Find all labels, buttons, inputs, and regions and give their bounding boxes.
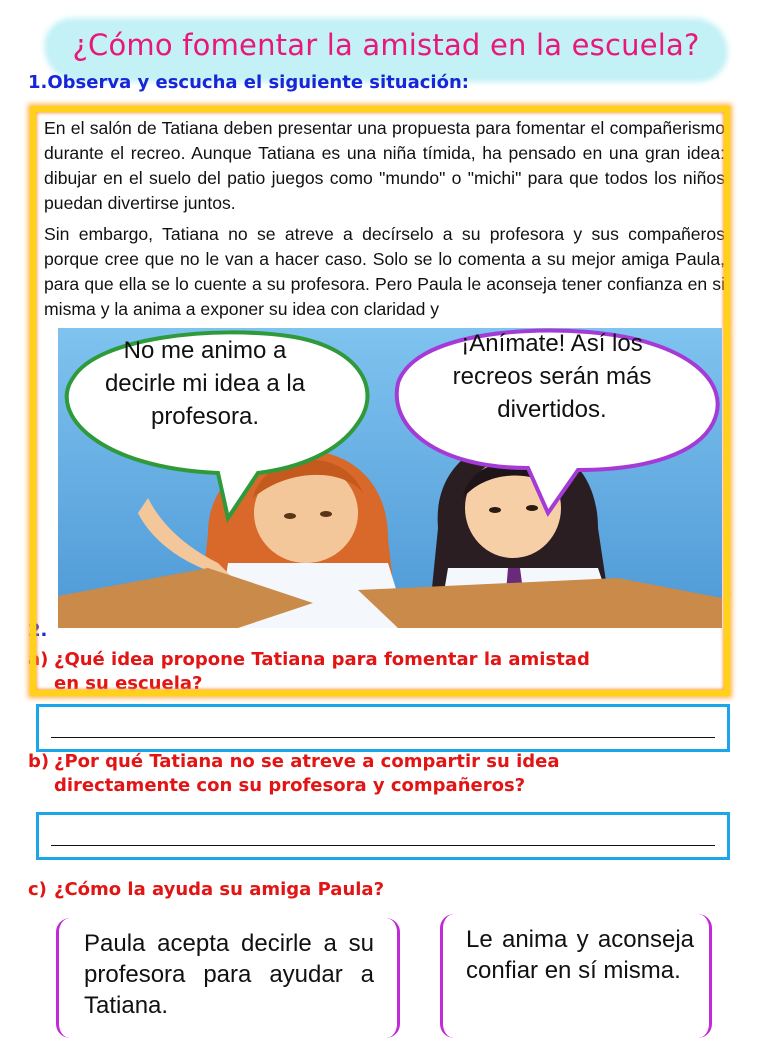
question-b bbox=[28, 750, 748, 798]
question-b-line-2: directamente con su profesora y compañeros? bbox=[54, 775, 526, 796]
question-b-line-1: ¿Por qué Tatiana no se atreve a compartir su idea bbox=[54, 751, 560, 772]
question-c-letter: c) bbox=[28, 879, 47, 900]
bubble-right-line-3: divertidos. bbox=[497, 396, 607, 423]
page-title: ¿Cómo fomentar la amistad en la escuela? bbox=[72, 28, 700, 62]
question-c-line-1: ¿Cómo la ayuda su amiga Paula? bbox=[54, 879, 385, 900]
answer-option-left-text: Paula acepta decirle a su profesora para ayudar a Tatiana. bbox=[84, 930, 374, 1019]
speech-bubble-right-text bbox=[412, 327, 692, 426]
section-2-heading: 2. bbox=[28, 620, 48, 641]
answer-line-a bbox=[51, 737, 715, 738]
question-b-letter: b) bbox=[28, 751, 50, 772]
question-a-line-1: ¿Qué idea propone Tatiana para fomentar la amistad bbox=[54, 649, 590, 670]
answer-option-left[interactable] bbox=[56, 918, 400, 1038]
bubble-left-line-1: No me animo a bbox=[123, 337, 287, 364]
answer-line-b bbox=[51, 845, 715, 846]
answer-field-a[interactable] bbox=[36, 704, 730, 752]
bubble-left-line-3: profesora. bbox=[150, 403, 260, 430]
question-a-letter: a) bbox=[28, 649, 49, 670]
question-a-line-2: en su escuela? bbox=[54, 673, 203, 694]
story-paragraph-1: En el salón de Tatiana deben presentar una propuesta para fomentar el compañerismo durante el recreo. Aunque Tatiana es una niña tímida, ha pensado en una gran idea: dibujar en el suelo del patio juegos como "mundo" o "michi" para que todos los niños puedan divertirse juntos. bbox=[44, 118, 725, 213]
answer-option-right[interactable] bbox=[440, 914, 712, 1038]
question-c bbox=[28, 878, 748, 902]
story-paragraph-2: Sin embargo, Tatiana no se atreve a decírselo a su profesora y sus compañeros porque cree que no le van a hacer caso. Solo se lo comenta a su mejor amiga Paula, para que ella se lo cuente a su profesora. Pero Paula le aconseja tener confianza en si misma y la anima a exponer su idea con claridad y bbox=[44, 224, 725, 319]
answer-option-right-text: Le anima y aconseja confiar en sí misma. bbox=[466, 926, 694, 984]
answer-field-b[interactable] bbox=[36, 812, 730, 860]
bubble-right-line-1: ¡Anímate! Así los bbox=[461, 330, 643, 357]
section-1-heading: 1.Observa y escucha el siguiente situación: bbox=[28, 72, 469, 93]
speech-bubble-left-text bbox=[70, 334, 340, 433]
bubble-left-line-2: decirle mi idea a la bbox=[104, 370, 306, 397]
bubble-right-line-2: recreos serán más bbox=[452, 363, 652, 390]
